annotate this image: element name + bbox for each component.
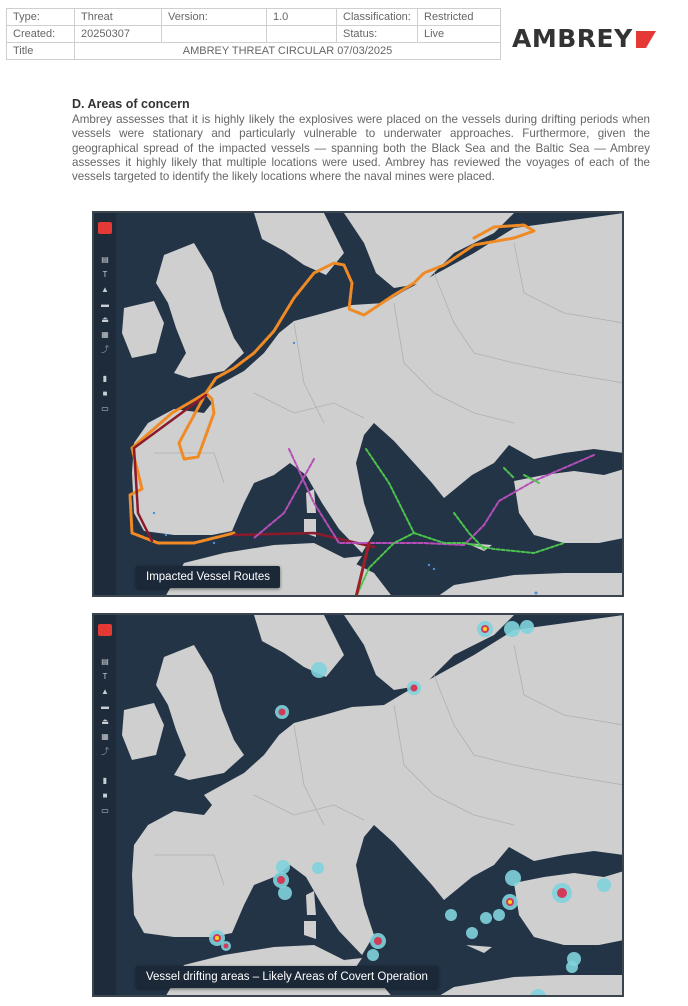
layers-icon[interactable]: ▤ xyxy=(101,657,109,666)
hotspot-low xyxy=(367,949,379,961)
app-logo-icon[interactable] xyxy=(98,222,112,234)
areas-of-concern-section xyxy=(72,97,650,184)
hotspot-low xyxy=(597,878,611,892)
app-logo-icon[interactable] xyxy=(98,624,112,636)
meta-label-title: Title xyxy=(7,43,75,60)
user-icon[interactable]: ⏏ xyxy=(101,717,109,726)
hotspot-low xyxy=(566,961,578,973)
section-heading: D. Areas of concern xyxy=(72,97,190,111)
hotspot-low xyxy=(445,909,457,921)
document-icon[interactable]: ▮ xyxy=(102,374,108,383)
text-icon[interactable]: T xyxy=(102,270,108,279)
vessel-routes-map[interactable] xyxy=(92,211,624,597)
hotspot-low xyxy=(276,860,290,874)
hotspot-high xyxy=(483,627,487,631)
document-metadata-table xyxy=(6,8,501,60)
meta-empty-cell xyxy=(162,26,267,43)
folder-icon[interactable]: ▭ xyxy=(101,806,109,815)
meta-value-created: 20250307 xyxy=(75,26,162,43)
calendar-icon[interactable]: ▦ xyxy=(101,732,109,741)
warning-icon[interactable]: ▲ xyxy=(101,285,109,294)
hotspot-low xyxy=(311,662,327,678)
meta-label-type: Type: xyxy=(7,9,75,26)
meta-value-classification: Restricted xyxy=(418,9,501,26)
ambrey-logo xyxy=(512,24,657,53)
meta-label-status: Status: xyxy=(337,26,418,43)
document-icon[interactable]: ▮ xyxy=(102,776,108,785)
meta-value-status: Live xyxy=(418,26,501,43)
ship-icon[interactable]: ▬ xyxy=(101,702,109,711)
calendar-icon[interactable]: ▦ xyxy=(101,330,109,339)
meta-row xyxy=(7,26,501,43)
hotspot-mid xyxy=(277,876,285,884)
logo-mark-icon xyxy=(635,28,657,50)
hotspot-low xyxy=(504,621,520,637)
folder-icon[interactable]: ▭ xyxy=(101,404,109,413)
map-caption: Vessel drifting areas – Likely Areas of Covert Operation xyxy=(136,966,438,988)
hotspot-mid xyxy=(224,944,229,949)
hotspot-mid xyxy=(411,685,418,692)
meta-label-created: Created: xyxy=(7,26,75,43)
hotspot-high xyxy=(215,936,219,940)
hotspot-low xyxy=(480,912,492,924)
route-icon[interactable]: ⤴ xyxy=(101,345,109,354)
drifting-map-canvas xyxy=(94,615,624,997)
text-icon[interactable]: T xyxy=(102,672,108,681)
hotspot-low xyxy=(312,862,324,874)
logo-text: AMBREY xyxy=(512,24,633,53)
meta-value-version: 1.0 xyxy=(267,9,337,26)
section-body: Ambrey assesses that it is highly likely the explosives were placed on the vessels during drifting periods when vessels were stationary and particularly vulnerable to underwater approaches. Furthermore, given the geographical spread of the impacted vessels — spanning both the Black Sea and the Baltic Sea — Ambrey assesses it highly likely that multiple locations were used. Ambrey has reviewed the voyages of each of the vessels targeted to identify the likely locations where the naval mines were placed. xyxy=(72,113,650,184)
meta-value-type: Threat xyxy=(75,9,162,26)
map-toolbar xyxy=(94,615,116,995)
warning-icon[interactable]: ▲ xyxy=(101,687,109,696)
hotspot-high xyxy=(508,900,512,904)
square-icon[interactable]: ■ xyxy=(102,791,108,800)
hotspot-low xyxy=(466,927,478,939)
hotspot-low xyxy=(505,870,521,886)
hotspot-low xyxy=(278,886,292,900)
map-caption: Impacted Vessel Routes xyxy=(136,566,280,588)
map-toolbar xyxy=(94,213,116,595)
ship-icon[interactable]: ▬ xyxy=(101,300,109,309)
drifting-areas-map[interactable] xyxy=(92,613,624,997)
hotspot-mid xyxy=(374,937,382,945)
hotspot-mid xyxy=(279,709,286,716)
meta-row xyxy=(7,43,501,60)
hotspot-low xyxy=(520,620,534,634)
user-icon[interactable]: ⏏ xyxy=(101,315,109,324)
meta-label-classification: Classification: xyxy=(337,9,418,26)
routes-map-canvas xyxy=(94,213,624,597)
route-icon[interactable]: ⤴ xyxy=(101,747,109,756)
meta-empty-cell xyxy=(267,26,337,43)
land-masses xyxy=(122,213,624,597)
meta-value-title: AMBREY THREAT CIRCULAR 07/03/2025 xyxy=(75,43,501,60)
square-icon[interactable]: ■ xyxy=(102,389,108,398)
meta-label-version: Version: xyxy=(162,9,267,26)
layers-icon[interactable]: ▤ xyxy=(101,255,109,264)
hotspot-mid xyxy=(557,888,567,898)
hotspot-low xyxy=(493,909,505,921)
meta-row xyxy=(7,9,501,26)
